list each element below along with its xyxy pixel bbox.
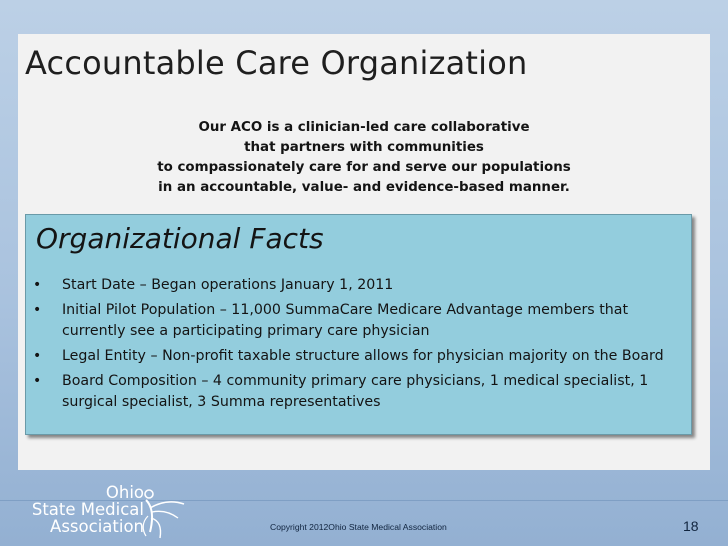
fact-text: Legal Entity – Non-profit taxable structure allows for physician majority on the Board (62, 348, 664, 364)
slide-title: Accountable Care Organization (25, 44, 528, 82)
copyright-notice: Copyright 2012Ohio State Medical Association (270, 522, 447, 532)
logo-line: Association (50, 517, 144, 536)
facts-heading: Organizational Facts (36, 222, 324, 255)
fact-item-legal-entity (26, 346, 691, 367)
mission-line: Our ACO is a clinician-led care collaborative (198, 120, 530, 135)
caduceus-figure-icon (140, 486, 190, 540)
mission-line: in an accountable, value- and evidence-based manner. (158, 180, 570, 195)
logo-line: State Medical (31, 500, 144, 519)
logo-line: Ohio (105, 483, 144, 502)
mission-statement (120, 118, 608, 198)
bullet-icon: • (33, 277, 42, 293)
mission-line: that partners with communities (244, 140, 484, 155)
fact-text: Start Date – Began operations January 1, 2011 (62, 277, 394, 293)
page-number: 18 (683, 518, 699, 534)
organizational-facts-box (25, 214, 692, 435)
logo-wordmark (20, 484, 144, 535)
bullet-icon: • (33, 302, 42, 318)
fact-item-pilot-population (26, 300, 691, 342)
osma-logo (20, 484, 190, 542)
facts-list (26, 275, 691, 413)
bullet-icon: • (33, 373, 42, 389)
mission-line: to compassionately care for and serve our populations (157, 160, 571, 175)
bullet-icon: • (33, 348, 42, 364)
fact-text: Initial Pilot Population – 11,000 SummaCare Medicare Advantage members that currently see a participating primary care physician (62, 302, 629, 339)
fact-text: Board Composition – 4 community primary care physicians, 1 medical specialist, 1 surgical specialist, 3 Summa representatives (62, 373, 649, 410)
fact-item-board-composition (26, 371, 691, 413)
fact-item-start-date (26, 275, 691, 296)
